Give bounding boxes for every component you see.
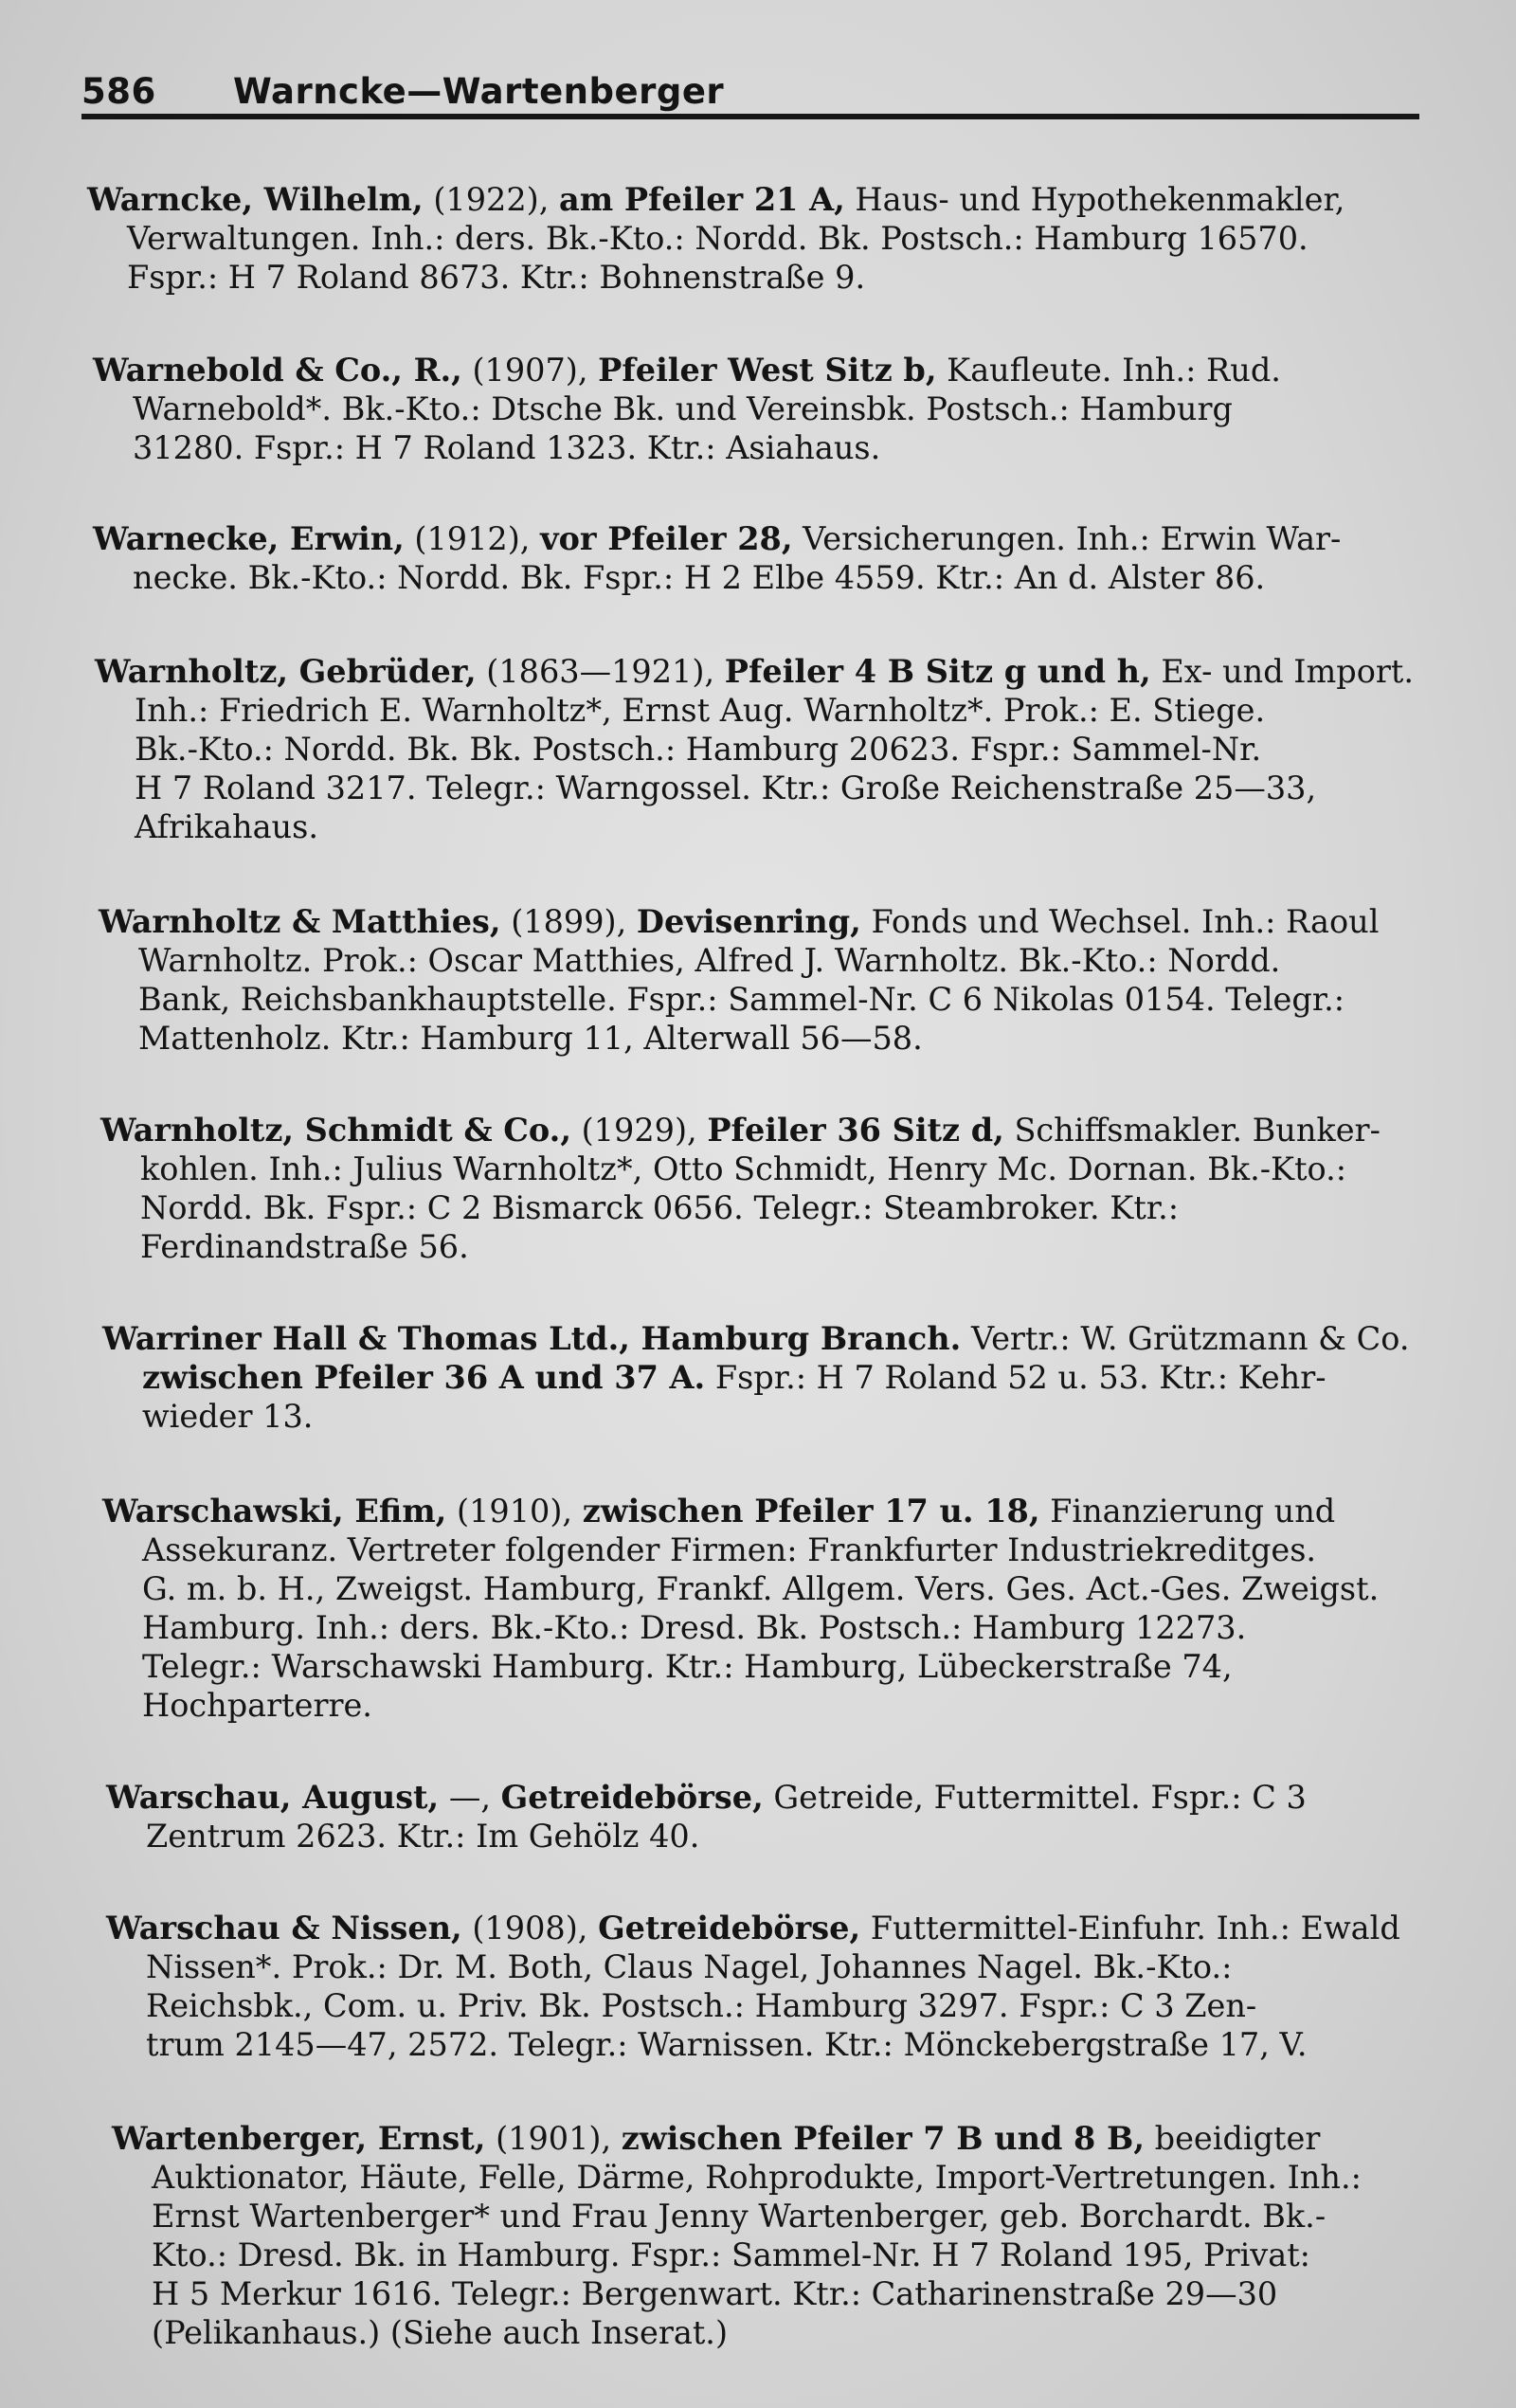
entry-text: Mattenholz. Ktr.: Hamburg 11, Alterwall 56—58. xyxy=(138,1020,923,1057)
entry-line xyxy=(102,1686,1440,1725)
entry-bold-text: Warnholtz, Schmidt & Co., xyxy=(100,1112,572,1149)
entry-text: Nissen*. Prok.: Dr. M. Both, Claus Nagel, Johannes Nagel. Bk.-Kto.: xyxy=(146,1948,1233,1985)
entry-text: Afrikahaus. xyxy=(135,808,318,845)
entry-bold-text: Warnholtz, Gebrüder, xyxy=(95,653,477,690)
entry-text: Nordd. Bk. Fspr.: C 2 Bismarck 0656. Telegr.: Steambroker. Ktr.: xyxy=(140,1189,1180,1226)
entry-bold-text: Warnebold & Co., R., xyxy=(93,352,462,389)
entry-line xyxy=(95,730,1431,769)
entry-text: (1863—1921), xyxy=(476,653,725,690)
entry-line xyxy=(102,1530,1440,1569)
entry-text: Futtermittel-Einfuhr. Inh.: Ewald xyxy=(860,1910,1400,1946)
directory-entry xyxy=(106,1778,1442,1856)
entry-bold-text: zwischen Pfeiler 7 B und 8 B, xyxy=(621,2120,1145,2157)
entry-line xyxy=(100,1188,1436,1227)
entry-text: (1907), xyxy=(461,352,599,389)
entry-line xyxy=(87,219,1429,258)
entry-line xyxy=(93,558,1431,597)
entry-line xyxy=(106,1778,1442,1817)
entry-text: Telegr.: Warschawski Hamburg. Ktr.: Hamburg, Lübeckerstraße 74, xyxy=(142,1648,1233,1685)
entry-text: Inh.: Friedrich E. Warnholtz*, Ernst Aug. Warnholtz*. Prok.: E. Stiege. xyxy=(135,692,1266,729)
directory-entry xyxy=(100,1111,1436,1266)
directory-entry xyxy=(93,519,1431,597)
entry-bold-text: vor Pfeiler 28, xyxy=(540,520,793,557)
entry-line xyxy=(93,351,1431,389)
entry-line xyxy=(99,1019,1436,1058)
entry-text: Finanzierung und xyxy=(1039,1493,1336,1530)
entry-text: Reichsbk., Com. u. Priv. Bk. Postsch.: Hamburg 3297. Fspr.: C 3 Zen- xyxy=(146,1987,1257,2024)
entry-text: Ernst Wartenberger* und Frau Jenny Wartenberger, geb. Borchardt. Bk.- xyxy=(152,2198,1326,2235)
entry-line xyxy=(112,2197,1448,2236)
entry-text: Vertr.: W. Grützmann & Co. xyxy=(961,1320,1410,1357)
entry-bold-text: Getreidebörse, xyxy=(598,1910,861,1946)
entry-text: G. m. b. H., Zweigst. Hamburg, Frankf. Allgem. Vers. Ges. Act.-Ges. Zweigst. xyxy=(142,1570,1380,1607)
entry-bold-text: Warriner Hall & Thomas Ltd., Hamburg Branch. xyxy=(102,1320,962,1357)
entry-text: Ex- und Import. xyxy=(1150,653,1415,690)
entry-bold-text: Warnholtz & Matthies, xyxy=(99,903,501,940)
entry-text: (1912), xyxy=(404,520,541,557)
entry-text: Warnholtz. Prok.: Oscar Matthies, Alfred J. Warnholtz. Bk.-Kto.: Nordd. xyxy=(138,942,1281,979)
entry-text: (1910), xyxy=(446,1493,583,1530)
page-number: 586 xyxy=(81,71,156,112)
entry-line xyxy=(95,769,1431,807)
entry-line xyxy=(102,1358,1438,1397)
directory-entry xyxy=(93,351,1431,467)
entry-text: Fonds und Wechsel. Inh.: Raoul xyxy=(860,903,1380,940)
entry-line xyxy=(102,1319,1438,1358)
entry-text: Warnebold*. Bk.-Kto.: Dtsche Bk. und Vereinsbk. Postsch.: Hamburg xyxy=(133,390,1233,427)
entry-bold-text: Devisenring, xyxy=(636,903,861,940)
entry-text: Getreide, Futtermittel. Fspr.: C 3 xyxy=(763,1779,1307,1816)
entry-line xyxy=(95,807,1431,846)
entry-line xyxy=(99,902,1436,941)
entry-line xyxy=(93,389,1431,428)
entry-bold-text: Pfeiler 36 Sitz d, xyxy=(707,1112,1004,1149)
entry-line xyxy=(112,2274,1448,2313)
entry-line xyxy=(102,1608,1440,1647)
entry-text: beeidigter xyxy=(1145,2120,1321,2157)
entry-line xyxy=(99,980,1436,1019)
entry-line xyxy=(112,2236,1448,2274)
directory-entry xyxy=(95,652,1431,846)
entry-line xyxy=(93,519,1431,558)
entry-line xyxy=(102,1397,1438,1436)
entry-bold-text: Warschawski, Efim, xyxy=(102,1493,447,1530)
entry-line xyxy=(112,2158,1448,2197)
entry-bold-text: Warschau, August, xyxy=(106,1779,440,1816)
entry-bold-text: zwischen Pfeiler 36 A und 37 A. xyxy=(142,1359,706,1396)
entry-line xyxy=(100,1111,1436,1150)
entry-text: H 5 Merkur 1616. Telegr.: Bergenwart. Ktr.: Catharinenstraße 29—30 xyxy=(152,2275,1278,2312)
entry-line xyxy=(102,1492,1440,1530)
entry-text: trum 2145—47, 2572. Telegr.: Warnissen. Ktr.: Mönckebergstraße 17, V. xyxy=(146,2026,1308,2063)
directory-entry xyxy=(87,180,1429,297)
entry-line xyxy=(93,428,1431,467)
entry-line xyxy=(112,2119,1448,2158)
entry-text: 31280. Fspr.: H 7 Roland 1323. Ktr.: Asiahaus. xyxy=(133,429,881,466)
entry-bold-text: am Pfeiler 21 A, xyxy=(559,181,845,218)
directory-entry xyxy=(102,1492,1440,1725)
entry-text: (1929), xyxy=(571,1112,708,1149)
entry-text: Verwaltungen. Inh.: ders. Bk.-Kto.: Nordd. Bk. Postsch.: Hamburg 16570. xyxy=(127,220,1308,257)
entry-line xyxy=(87,180,1429,219)
entry-text: Hamburg. Inh.: ders. Bk.-Kto.: Dresd. Bk. Postsch.: Hamburg 12273. xyxy=(142,1609,1247,1646)
entry-line xyxy=(100,1227,1436,1266)
entry-line xyxy=(102,1569,1440,1608)
directory-entry xyxy=(99,902,1436,1058)
entry-line xyxy=(106,1986,1442,2025)
entry-line xyxy=(106,1947,1442,1986)
entry-line xyxy=(106,2025,1442,2064)
entry-text: —, xyxy=(439,1779,501,1816)
entry-text: kohlen. Inh.: Julius Warnholtz*, Otto Schmidt, Henry Mc. Dornan. Bk.-Kto.: xyxy=(140,1150,1347,1187)
entry-line xyxy=(87,258,1429,297)
directory-entry xyxy=(106,1909,1442,2064)
entry-text: Fspr.: H 7 Roland 52 u. 53. Ktr.: Kehr- xyxy=(705,1359,1326,1396)
entry-line xyxy=(112,2313,1448,2352)
entry-bold-text: Warncke, Wilhelm, xyxy=(87,181,424,218)
entry-text: Zentrum 2623. Ktr.: Im Gehölz 40. xyxy=(146,1818,700,1855)
entry-text: Hochparterre. xyxy=(142,1687,372,1724)
entry-text: Kaufleute. Inh.: Rud. xyxy=(936,352,1281,389)
entry-line xyxy=(106,1817,1442,1856)
entry-text: wieder 13. xyxy=(142,1398,314,1435)
entry-bold-text: Warnecke, Erwin, xyxy=(93,520,405,557)
entry-text: necke. Bk.-Kto.: Nordd. Bk. Fspr.: H 2 Elbe 4559. Ktr.: An d. Alster 86. xyxy=(133,559,1266,596)
entry-bold-text: Pfeiler 4 B Sitz g und h, xyxy=(724,653,1151,690)
entry-text: (1908), xyxy=(461,1910,599,1946)
running-head: Warncke—Wartenberger xyxy=(233,71,725,112)
entry-line xyxy=(100,1150,1436,1188)
entry-text: H 7 Roland 3217. Telegr.: Warngossel. Ktr.: Große Reichenstraße 25—33, xyxy=(135,769,1317,806)
entry-bold-text: Getreidebörse, xyxy=(500,1779,764,1816)
entry-text: Ferdinandstraße 56. xyxy=(140,1228,469,1265)
entry-text: (1922), xyxy=(423,181,560,218)
entry-text: Kto.: Dresd. Bk. in Hamburg. Fspr.: Sammel-Nr. H 7 Roland 195, Privat: xyxy=(152,2236,1310,2273)
entry-text: Haus- und Hypothekenmakler, xyxy=(844,181,1345,218)
entry-bold-text: Pfeiler West Sitz b, xyxy=(598,352,937,389)
entry-text: Bk.-Kto.: Nordd. Bk. Bk. Postsch.: Hamburg 20623. Fspr.: Sammel-Nr. xyxy=(135,731,1262,768)
entry-text: Bank, Reichsbankhauptstelle. Fspr.: Sammel-Nr. C 6 Nikolas 0154. Telegr.: xyxy=(138,981,1345,1018)
entry-line xyxy=(102,1647,1440,1686)
entry-line xyxy=(95,691,1431,730)
entry-line xyxy=(106,1909,1442,1947)
directory-entry xyxy=(112,2119,1448,2352)
directory-entry xyxy=(102,1319,1438,1436)
entry-line xyxy=(99,941,1436,980)
entry-line xyxy=(95,652,1431,691)
entry-text: Schiffsmakler. Bunker- xyxy=(1003,1112,1381,1149)
entry-text: Fspr.: H 7 Roland 8673. Ktr.: Bohnenstraße 9. xyxy=(127,259,866,296)
entry-bold-text: Wartenberger, Ernst, xyxy=(112,2120,486,2157)
entry-text: Versicherungen. Inh.: Erwin War- xyxy=(792,520,1342,557)
entry-text: Assekuranz. Vertreter folgender Firmen: Frankfurter Industriekreditges. xyxy=(142,1531,1317,1568)
entry-text: Auktionator, Häute, Felle, Därme, Rohprodukte, Import-Vertretungen. Inh.: xyxy=(152,2159,1362,2196)
entry-text: (1899), xyxy=(500,903,637,940)
entry-text: (Pelikanhaus.) (Siehe auch Inserat.) xyxy=(152,2314,729,2351)
entry-bold-text: Warschau & Nissen, xyxy=(106,1910,462,1946)
entry-text: (1901), xyxy=(485,2120,622,2157)
entry-bold-text: zwischen Pfeiler 17 u. 18, xyxy=(582,1493,1040,1530)
